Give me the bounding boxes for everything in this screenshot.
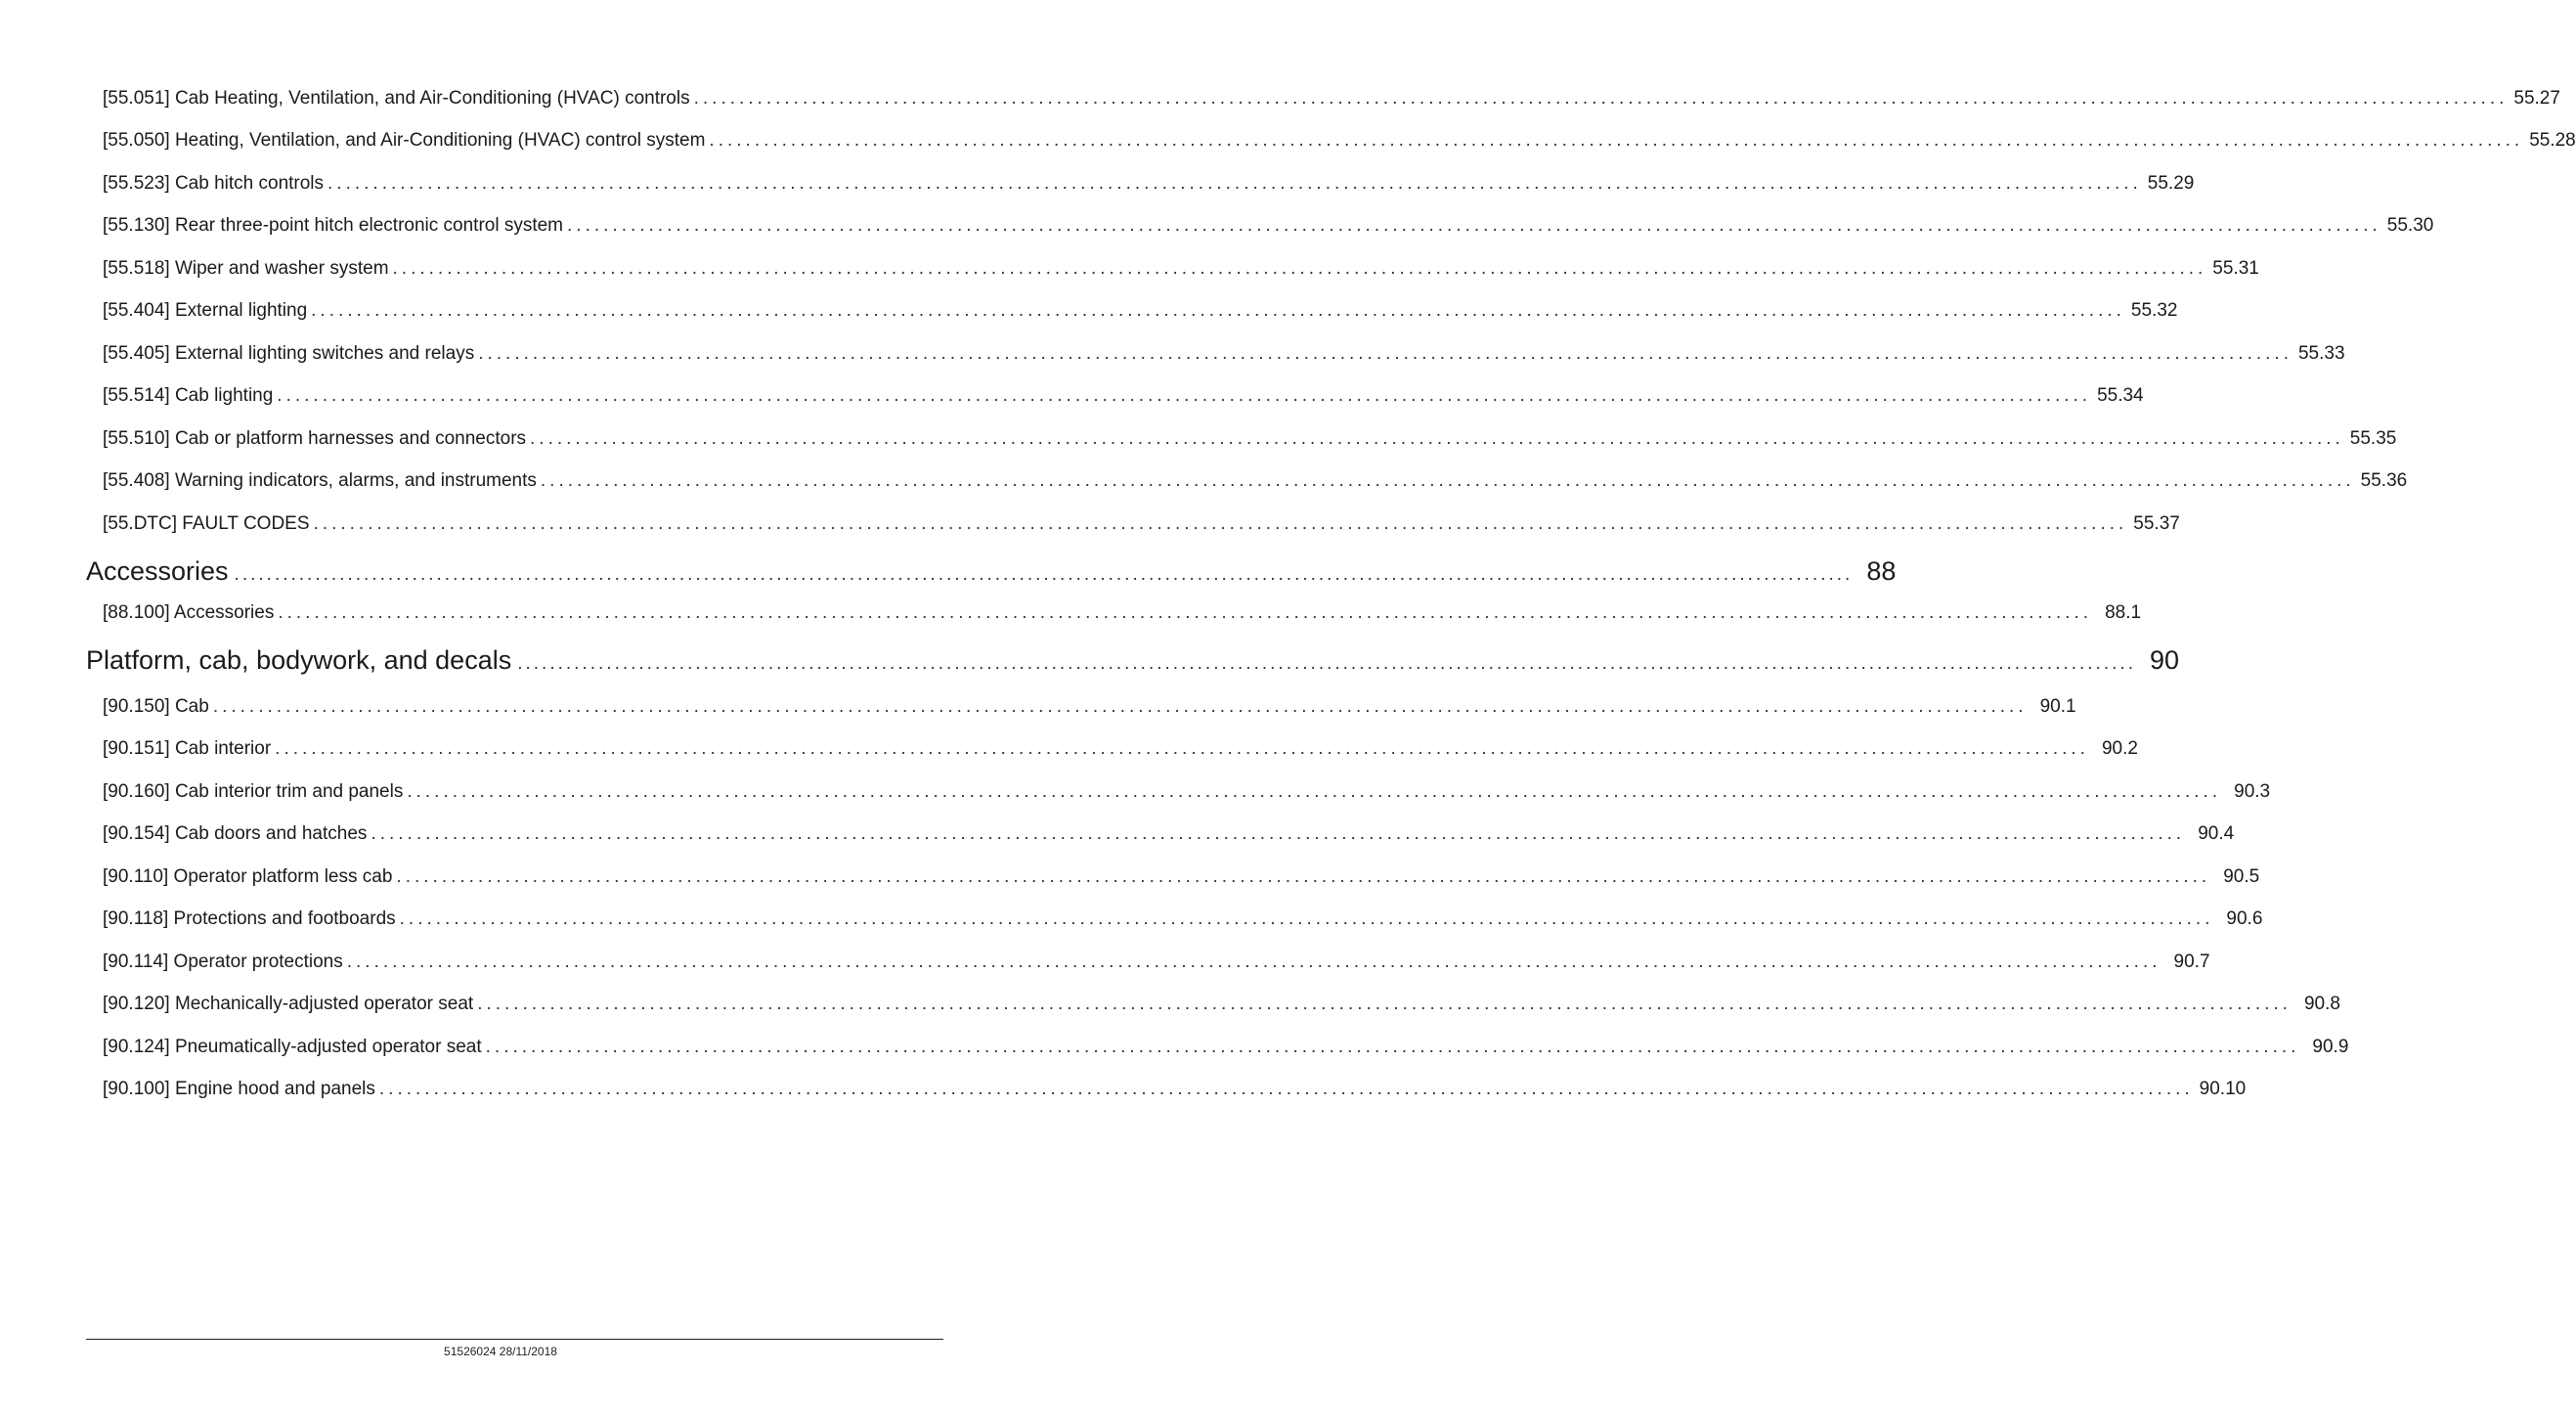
toc-entry-title: [90.150] Cab	[103, 696, 209, 717]
dot-leader: ........................................................................................................................................................................................................	[212, 696, 2028, 717]
toc-entry-title: [90.114] Operator protections	[103, 951, 343, 972]
dot-leader: ........................................................................................................................................................................................................	[709, 130, 2524, 151]
toc-entry-page: 55.32	[2130, 300, 2178, 321]
toc-section-platform[interactable]	[86, 643, 2180, 681]
footer-document-id: 51526024 28/11/2018	[444, 1345, 557, 1358]
dot-leader: ........................................................................................................................................................................................................	[517, 653, 2136, 674]
toc-entry[interactable]	[103, 469, 2408, 493]
toc-entry-title: [90.120] Mechanically-adjusted operator seat	[103, 994, 474, 1014]
toc-section-page: 88	[1866, 556, 1897, 586]
dot-leader: ........................................................................................................................................................................................................	[478, 343, 2292, 364]
toc-entry-title: [55.514] Cab lighting	[103, 385, 274, 406]
dot-leader: ........................................................................................................................................................................................................	[346, 951, 2161, 972]
toc-entry-page: 55.37	[2133, 513, 2180, 534]
toc-entry-title: [90.110] Operator platform less cab	[103, 866, 393, 887]
toc-entry-title: [55.130] Rear three-point hitch electronic control system	[103, 215, 564, 236]
toc-entry-page: 90.2	[2101, 738, 2138, 759]
toc-entry-title: [88.100] Accessories	[103, 602, 275, 623]
toc-entry-page: 90.7	[2173, 951, 2210, 972]
toc-entry-page: 55.29	[2147, 173, 2195, 194]
toc-section-page: 90	[2149, 645, 2180, 675]
toc-section-title: Accessories	[86, 556, 229, 586]
dot-leader: ........................................................................................................................................................................................................	[396, 866, 2211, 887]
toc-entry-title: [55.523] Cab hitch controls	[103, 173, 325, 194]
toc-entry-title: [55.510] Cab or platform harnesses and connectors	[103, 428, 527, 449]
dot-leader: ........................................................................................................................................................................................................	[371, 823, 2186, 844]
toc-entry-title: [90.118] Protections and footboards	[103, 908, 396, 929]
toc-entry[interactable]	[103, 1078, 2247, 1101]
dot-leader: ........................................................................................................................................................................................................	[485, 1037, 2300, 1057]
toc-entry-page: 90.9	[2312, 1037, 2349, 1057]
toc-entry-page: 55.31	[2212, 258, 2259, 279]
dot-leader: ........................................................................................................................................................................................................	[327, 173, 2142, 194]
dot-leader: ........................................................................................................................................................................................................	[399, 908, 2214, 929]
toc-entry[interactable]	[103, 257, 2259, 281]
toc-entry[interactable]	[103, 214, 2434, 238]
toc-entry[interactable]	[103, 427, 2397, 451]
dot-leader: ........................................................................................................................................................................................................	[530, 428, 2344, 449]
toc-entry[interactable]	[103, 384, 2144, 408]
dot-leader: ........................................................................................................................................................................................................	[378, 1079, 2194, 1099]
toc-entry-page: 90.10	[2199, 1079, 2247, 1099]
toc-entry[interactable]	[103, 129, 2576, 153]
dot-leader: ........................................................................................................................................................................................................	[392, 258, 2207, 279]
toc-entry[interactable]	[103, 87, 2560, 111]
toc-section-title: Platform, cab, bodywork, and decals	[86, 645, 512, 675]
toc-entry-page: 90.1	[2039, 696, 2076, 717]
toc-entry-title: [90.154] Cab doors and hatches	[103, 823, 368, 844]
toc-entry-page: 90.4	[2198, 823, 2235, 844]
toc-entry[interactable]	[103, 951, 2210, 974]
dot-leader: ........................................................................................................................................................................................................	[477, 994, 2292, 1014]
dot-leader: ........................................................................................................................................................................................................	[540, 470, 2355, 491]
toc-entry-page: 55.28	[2529, 130, 2576, 151]
toc-entry[interactable]	[103, 822, 2235, 846]
toc-entry[interactable]	[103, 342, 2345, 366]
toc-entry-page: 90.6	[2226, 908, 2263, 929]
toc-entry-page: 55.36	[2360, 470, 2408, 491]
toc-entry-title: [90.100] Engine hood and panels	[103, 1079, 375, 1099]
toc-entry-page: 55.35	[2349, 428, 2397, 449]
toc-entry-page: 55.27	[2513, 88, 2560, 109]
toc-entry-page: 55.33	[2297, 343, 2345, 364]
toc-entry-title: [55.518] Wiper and washer system	[103, 258, 389, 279]
toc-entry-title: [55.404] External lighting	[103, 300, 308, 321]
dot-leader: ........................................................................................................................................................................................................	[277, 385, 2092, 406]
toc-entry-page: 55.30	[2386, 215, 2434, 236]
dot-leader: ........................................................................................................................................................................................................	[407, 781, 2222, 802]
toc-entry-page: 90.3	[2234, 781, 2271, 802]
dot-leader: ........................................................................................................................................................................................................	[311, 300, 2125, 321]
toc-entry[interactable]	[103, 601, 2142, 625]
toc-entry-title: [55.405] External lighting switches and relays	[103, 343, 475, 364]
toc-entry-title: [55.051] Cab Heating, Ventilation, and Air-Conditioning (HVAC) controls	[103, 88, 690, 109]
dot-leader: ........................................................................................................................................................................................................	[275, 738, 2089, 759]
toc-entry-title: [55.408] Warning indicators, alarms, and instruments	[103, 470, 537, 491]
toc-entry[interactable]	[103, 1036, 2349, 1059]
toc-entry[interactable]	[103, 907, 2263, 931]
dot-leader: ........................................................................................................................................................................................................	[278, 602, 2093, 623]
dot-leader: ........................................................................................................................................................................................................	[567, 215, 2381, 236]
toc-entry-page: 90.5	[2223, 866, 2260, 887]
toc-section-accessories[interactable]	[86, 554, 1897, 592]
toc-entry[interactable]	[103, 299, 2178, 323]
toc-entry-page: 88.1	[2105, 602, 2142, 623]
footer-divider	[86, 1339, 943, 1340]
toc-entry[interactable]	[103, 865, 2260, 889]
toc-entry-page: 55.34	[2097, 385, 2144, 406]
toc-entry[interactable]	[103, 780, 2271, 804]
toc-entry-title: [55.DTC] FAULT CODES	[103, 513, 310, 534]
toc-entry-title: [90.160] Cab interior trim and panels	[103, 781, 404, 802]
toc-entry[interactable]	[103, 737, 2138, 761]
toc-entry[interactable]	[103, 512, 2180, 536]
toc-entry-page: 90.8	[2303, 994, 2340, 1014]
toc-entry[interactable]	[103, 695, 2076, 719]
toc-entry-title: [90.151] Cab interior	[103, 738, 272, 759]
toc-entry-title: [90.124] Pneumatically-adjusted operator seat	[103, 1037, 482, 1057]
dot-leader: ........................................................................................................................................................................................................	[693, 88, 2509, 109]
toc-entry[interactable]	[103, 172, 2195, 196]
dot-leader: ........................................................................................................................................................................................................	[313, 513, 2128, 534]
toc-entry-title: [55.050] Heating, Ventilation, and Air-Conditioning (HVAC) control system	[103, 130, 706, 151]
dot-leader: ........................................................................................................................................................................................................	[234, 564, 1854, 585]
toc-entry[interactable]	[103, 993, 2340, 1016]
